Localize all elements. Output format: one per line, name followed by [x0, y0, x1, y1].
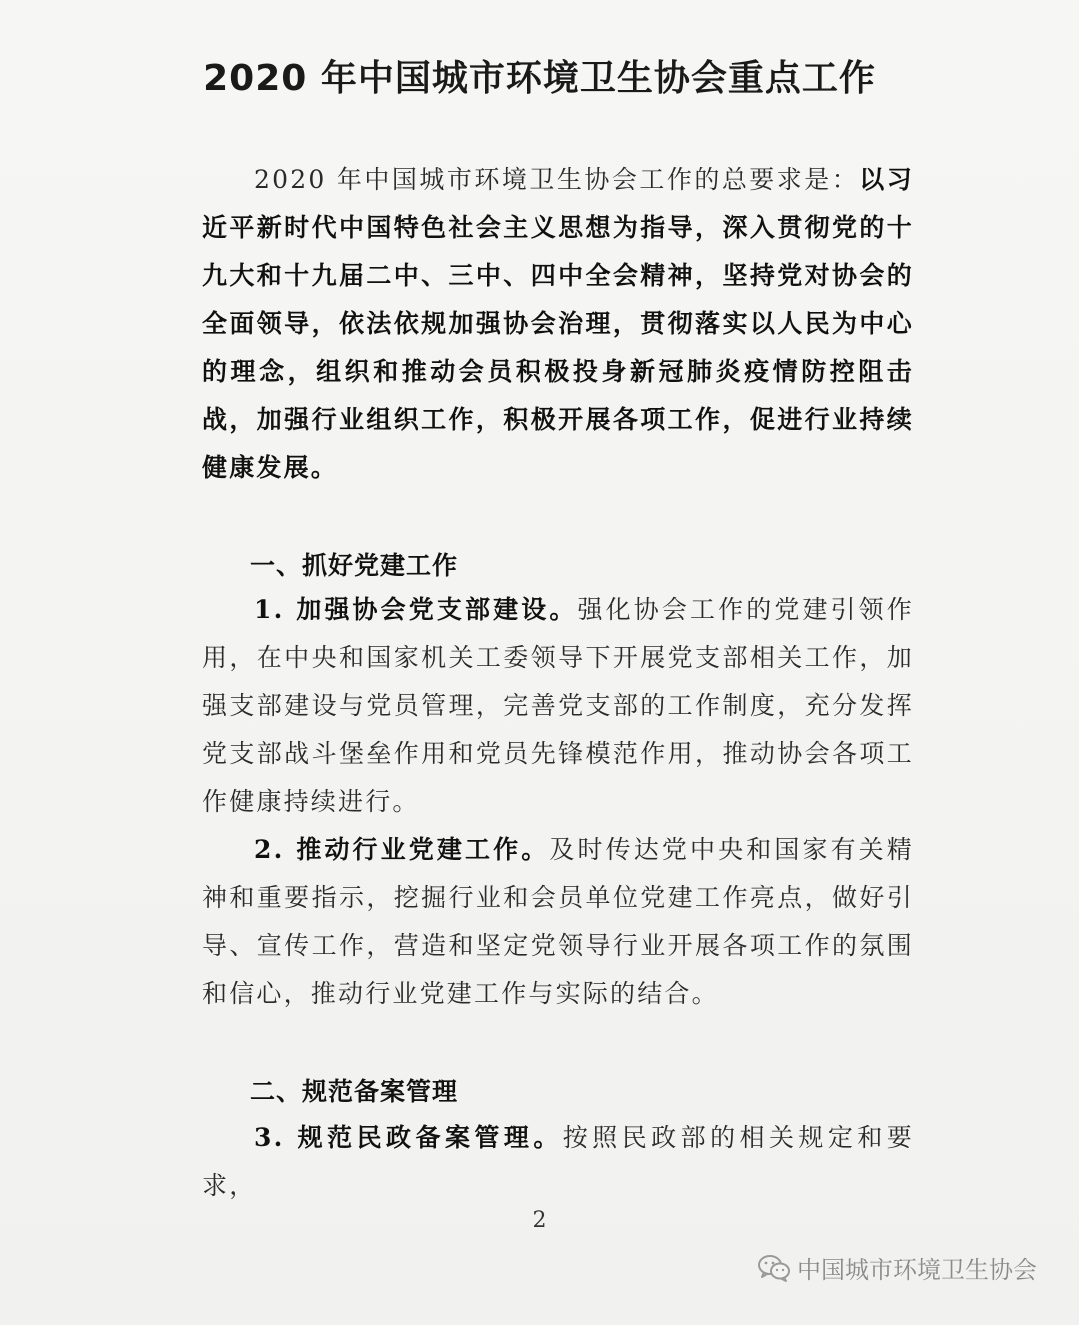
item-2-paragraph: [202, 826, 914, 1018]
item-3-lead: 3. 规范民政备案管理。: [254, 1123, 563, 1152]
item-2-text: 及时传达党中央和国家有关精神和重要指示，挖掘行业和会员单位党建工作亮点，做好引导、宣传工作，营造和坚定党领导行业开展各项工作的氛围和信心，推动行业党建工作与实际的结合。: [202, 835, 915, 1008]
item-3-paragraph: [202, 1114, 914, 1210]
watermark-text: 中国城市环境卫生协会: [797, 1256, 1037, 1284]
intro-bold-text: 以习近平新时代中国特色社会主义思想为指导，深入贯彻党的十九大和十九届二中、三中、四中全会精神，坚持党对协会的全面领导，依法依规加强协会治理，贯彻落实以人民为中心的理念，组织和推动会员积极投身新冠肺炎疫情防控阻击战，加强行业组织工作，积极开展各项工作，促进行业持续健康发展。: [202, 165, 914, 482]
wechat-icon: [757, 1253, 791, 1283]
page-number: 2: [532, 1208, 547, 1233]
watermark: [757, 1250, 1037, 1285]
intro-lead: 2020 年中国城市环境卫生协会工作的总要求是：: [254, 165, 860, 194]
document-title: 2020 年中国城市环境卫生协会重点工作: [203, 58, 876, 99]
item-3-text: 按照民政部的相关规定和要求，: [202, 1123, 915, 1200]
item-1-paragraph: [202, 586, 914, 826]
item-1-text: 强化协会工作的党建引领作用，在中央和国家机关工委领导下开展党支部相关工作，加强支部建设与党员管理，完善党支部的工作制度，充分发挥党支部战斗堡垒作用和党员先锋模范作用，推动协会各项工作健康持续进行。: [202, 595, 914, 816]
item-2-lead: 2. 推动行业党建工作。: [254, 835, 550, 864]
section-heading-party-building: 一、抓好党建工作: [250, 551, 459, 580]
section-heading-filing-management: 二、规范备案管理: [250, 1077, 459, 1106]
item-1-lead: 1. 加强协会党支部建设。: [254, 595, 578, 624]
intro-paragraph: [202, 156, 914, 492]
